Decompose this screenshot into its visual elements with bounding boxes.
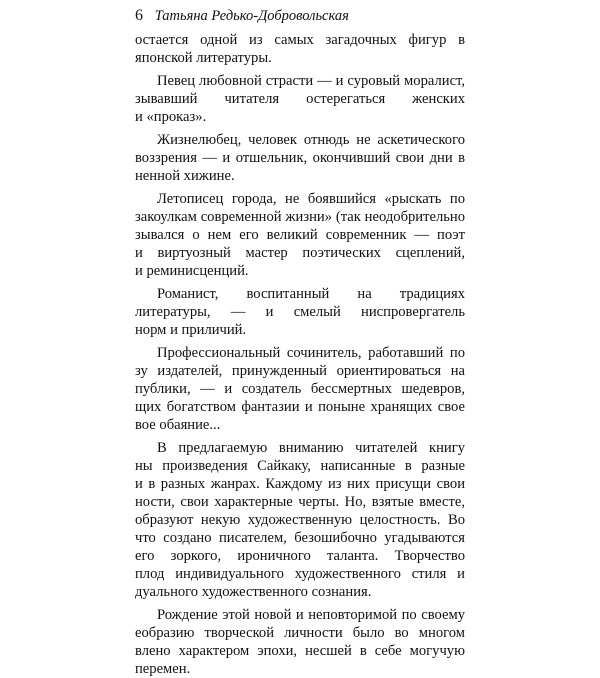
text-line: закоулкам современной жизни» (так неодобрительно — [135, 209, 465, 225]
text-line: и виртуозный мастер поэтических сцеплений, — [135, 245, 465, 261]
text-line: его зоркого, ироничного таланта. Творчество — [135, 548, 465, 564]
paragraph — [135, 72, 465, 126]
text-line: зывавший читателя остерегаться женских — [135, 91, 465, 107]
text-line: ности, свои характерные черты. Но, взятые вместе, — [135, 494, 465, 510]
text-line: Профессиональный сочинитель, работавший по — [157, 345, 465, 361]
text-line: Певец любовной страсти — и суровый моралист, — [157, 73, 465, 89]
text-line: еобразию творческой личности было во многом — [135, 625, 465, 641]
text-line: зывался о нем его великий современник — поэт — [135, 227, 465, 243]
text-line: и в разных жанрах. Каждому из них присущи свои — [135, 476, 465, 492]
text-line: щих богатством фантазии и поныне хранящих свое — [135, 399, 465, 415]
text-line: и «проказ». — [135, 109, 207, 125]
page-number: 6 — [135, 7, 143, 24]
text-line: образуют некую художественную целостность. Во — [135, 512, 465, 528]
paragraph — [135, 190, 465, 280]
text-line: дуального художественного сознания. — [135, 584, 372, 600]
text-line: ненной хижине. — [135, 168, 235, 184]
text-line: Летописец города, не боявшийся «рыскать по — [157, 191, 465, 207]
text-line: публики, — и создатель бессмертных шедевров, — [135, 381, 465, 397]
paragraph — [135, 31, 465, 67]
body-text — [135, 31, 465, 678]
text-line: японской литературы. — [135, 50, 272, 66]
text-line: и реминисценций. — [135, 263, 249, 279]
paragraph — [135, 131, 465, 185]
text-line: воззрения — и отшельник, окончивший свои дни в — [135, 150, 465, 166]
text-line: плод индивидуального художественного стиля и — [135, 566, 465, 582]
paragraph — [135, 606, 465, 678]
running-head — [135, 7, 349, 25]
text-line: что создано писателем, безошибочно угадываются — [135, 530, 465, 546]
text-line: Рождение этой новой и неповторимой по своему — [157, 607, 465, 623]
text-line: норм и приличий. — [135, 322, 247, 338]
paragraph — [135, 439, 465, 601]
text-line: литературы, — и смелый ниспровергатель — [135, 304, 465, 320]
text-line: Жизнелюбец, человек отнюдь не аскетического — [157, 132, 465, 148]
text-line: зу издателей, принужденный ориентироваться на — [135, 363, 465, 379]
text-line: перемен. — [135, 661, 191, 677]
paragraph — [135, 344, 465, 434]
text-line: В предлагаемую вниманию читателей книгу — [157, 440, 465, 456]
text-line: остается одной из самых загадочных фигур в — [135, 32, 465, 48]
text-line: Романист, воспитанный на традициях — [157, 286, 465, 302]
header-author: Татьяна Редько-Добровольская — [154, 8, 349, 24]
text-line: вое обаяние... — [135, 417, 221, 433]
text-line: влено характером эпохи, несшей в себе могучую — [135, 643, 465, 659]
text-line: ны произведения Сайкаку, написанные в разные — [135, 458, 465, 474]
paragraph — [135, 285, 465, 339]
